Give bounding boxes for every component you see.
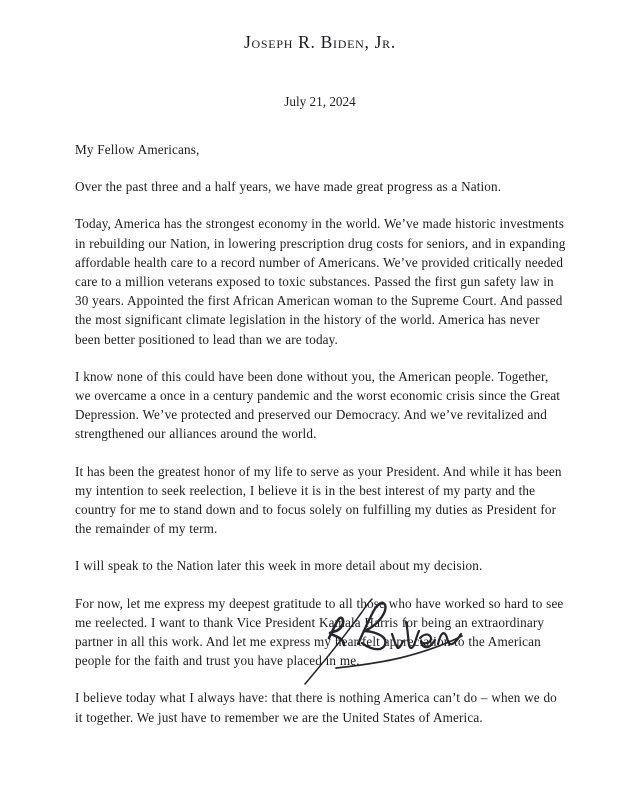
salutation: My Fellow Americans,: [75, 142, 200, 157]
letterhead-name: Joseph R. Biden, Jr.: [244, 32, 396, 52]
paragraph-address-nation: I will speak to the Nation later this week in more detail about my decision.: [75, 558, 483, 574]
paragraph-stand-down: It has been the greatest honor of my life to serve as your President. And while it has been my intention to seek reelection, I believe it is in the best interest of my party and the country for me to stand down and to focus solely on fulfilling my duties as President for the remainder of my term.: [75, 463, 562, 537]
letter-date: July 21, 2024: [284, 94, 356, 109]
paragraph-american-people: I know none of this could have been done without you, the American people. Together, we overcame a once in a century pandemic and the worst economic crisis since the Great Depression. We’ve protected and preserved our Democracy. And we’ve revitalized and strengthened our alliances around the world.: [75, 368, 561, 442]
letter-body: [75, 140, 567, 727]
paragraph-progress: Over the past three and a half years, we have made great progress as a Nation.: [75, 179, 502, 195]
paragraph-accomplishments: Today, America has the strongest economy in the world. We’ve made historic investments in rebuilding our Nation, in lowering prescription drug costs for seniors, and in expanding affordable health care to a record number of Americans. We’ve provided critically needed care to a million veterans exposed to toxic substances. Passed the first gun safety law in 30 years. Appointed the first African American woman to the Supreme Court. And passed the most significant climate legislation in the history of the world. America has never been better positioned to lead than we are today.: [75, 216, 566, 347]
letterhead: [0, 32, 640, 53]
paragraph-closing-belief: I believe today what I always have: that there is nothing America can’t do – when we do it together. We just have to remember we are the United States of America.: [75, 690, 557, 725]
paragraph-gratitude: For now, let me express my deepest gratitude to all those who have worked so hard to see me reelected. I want to thank Vice President Kamala Harris for being an extraordinary partner in all this work. And let me express my heartfelt appreciation to the American people for the faith and trust you have placed in me.: [75, 595, 564, 669]
